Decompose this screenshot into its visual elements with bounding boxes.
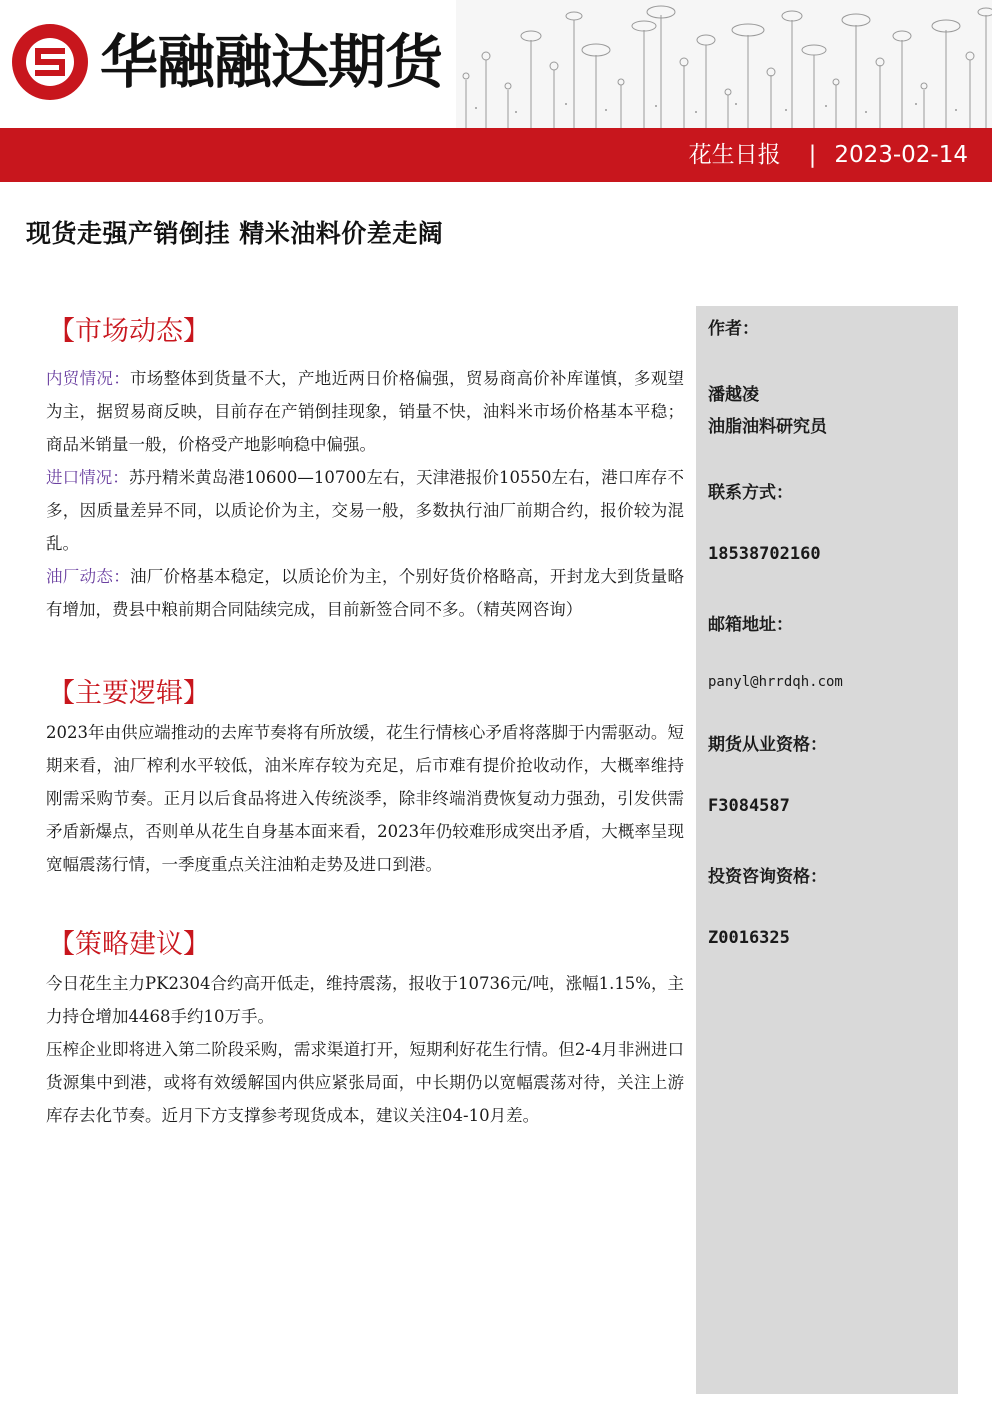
author-sidebar: [696, 306, 958, 1394]
report-type: 花生日报: [688, 142, 781, 168]
report-header-bar: [0, 128, 992, 182]
section-title-logic: 【主要逻辑】: [48, 678, 210, 709]
invest-qual-label: 投资咨询资格：: [708, 867, 827, 887]
email-label: 邮箱地址：: [708, 615, 793, 635]
strategy-text-1: 今日花生主力PK2304合约高开低走，维持震荡，报收于10736元/吨，涨幅1.15%，主力持仓增加4468手约10万手。: [46, 974, 684, 1026]
author-title: 油脂油料研究员: [708, 417, 827, 437]
section-title-market: 【市场动态】: [48, 316, 210, 347]
contact-label: 联系方式：: [708, 483, 793, 503]
report-headline: 现货走强产销倒挂 精米油料价差走阔: [26, 219, 444, 248]
contact-phone: 18538702160: [708, 544, 821, 564]
invest-qual-number: Z0016325: [708, 928, 790, 948]
strategy-text-2: 压榨企业即将进入第二阶段采购，需求渠道打开，短期利好花生行情。但2-4月非洲进口货源集中到港，或将有效缓解国内供应紧张局面，中长期仍以宽幅震荡对待，关注上游库存去化节奏。近月下方支撑参考现货成本，建议关注04-10月差。: [46, 1040, 684, 1125]
domestic-paragraph: [46, 362, 684, 461]
author-name: 潘越凌: [708, 385, 759, 405]
report-date: 2023-02-14: [834, 142, 968, 168]
section-title-strategy: 【策略建议】: [48, 929, 210, 960]
logic-text: 2023年由供应端推动的去库节奏将有所放缓，花生行情核心矛盾将落脚于内需驱动。短期来看，油厂榨利水平较低，油米库存较为充足，后市难有提价抢收动作，大概率维持刚需采购节奏。正月以后食品将进入传统淡季，除非终端消费恢复动力强劲，引发供需矛盾新爆点，否则单从花生自身基本面来看，2023年仍较难形成突出矛盾，大概率呈现宽幅震荡行情，一季度重点关注油粕走势及进口到港。: [46, 723, 684, 874]
author-label: 作者：: [708, 319, 759, 339]
mill-label: 油厂动态：: [46, 567, 130, 586]
import-text: 苏丹精米黄岛港10600—10700左右，天津港报价10550左右，港口库存不多，因质量差异不同，以质论价为主，交易一般，多数执行油厂前期合约，报价较为混乱。: [46, 468, 685, 553]
import-paragraph: [46, 461, 684, 560]
futures-qual-number: F3084587: [708, 796, 790, 816]
email-address[interactable]: panyl@hrrdqh.com: [708, 674, 843, 690]
brand-name: 华融融达期货: [100, 28, 443, 96]
domestic-label: 内贸情况：: [46, 369, 130, 388]
mill-paragraph: [46, 560, 684, 626]
header-decoration: [456, 0, 992, 128]
header-separator: |: [808, 142, 817, 168]
hrrd-logo-icon: [12, 24, 88, 100]
domestic-text: 市场整体到货量不大，产地近两日价格偏强，贸易商高价补库谨慎，多观望为主，据贸易商反映，目前存在产销倒挂现象，销量不快，油料米市场价格基本平稳；商品米销量一般，价格受产地影响稳中偏强。: [46, 369, 685, 454]
mill-text: 油厂价格基本稳定，以质论价为主，个别好货价格略高，开封龙大到货量略有增加，费县中粮前期合同陆续完成，目前新签合同不多。（精英网咨询）: [46, 567, 685, 619]
main-content: [46, 310, 684, 1132]
futures-qual-label: 期货从业资格：: [708, 735, 827, 755]
import-label: 进口情况：: [46, 468, 129, 487]
